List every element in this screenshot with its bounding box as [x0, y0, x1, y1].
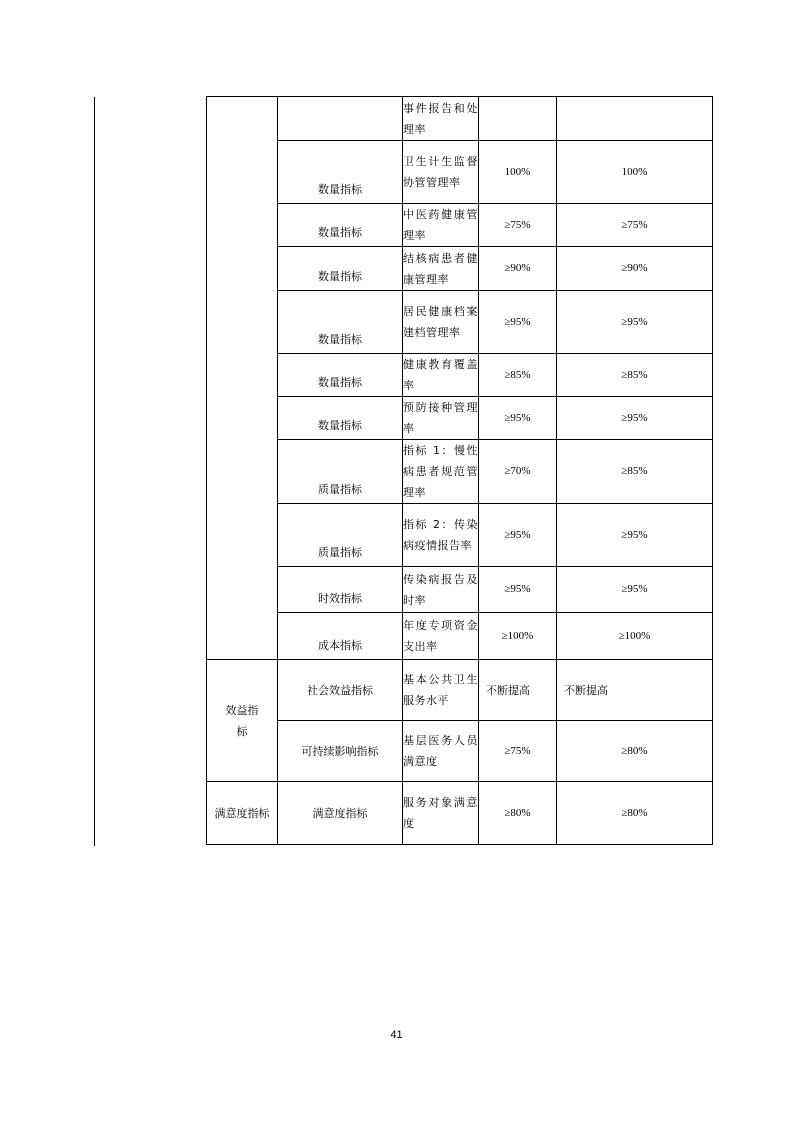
actual-value-cell: ≥95%: [557, 567, 713, 613]
description-cell: 卫生计生监督协管管理率: [403, 141, 479, 204]
indicator-cell: 数量指标: [278, 354, 403, 397]
target-value-cell: ≥75%: [479, 721, 557, 782]
actual-value-cell: [557, 97, 713, 141]
actual-value-cell: ≥100%: [557, 613, 713, 660]
actual-value-cell: ≥95%: [557, 504, 713, 567]
table-row: [95, 97, 713, 141]
category-cell: 满意度指标: [207, 782, 278, 845]
table-bottom-border: [207, 845, 713, 846]
description-cell: 事件报告和处理率: [403, 97, 479, 141]
indicator-cell: 可持续影响指标: [278, 721, 403, 782]
actual-value-cell: ≥85%: [557, 354, 713, 397]
actual-value-cell: ≥80%: [557, 782, 713, 845]
description-cell: 结核病患者健康管理率: [403, 247, 479, 291]
indicator-cell: 数量指标: [278, 291, 403, 354]
description-cell: 居民健康档案建档管理率: [403, 291, 479, 354]
actual-value-cell: 100%: [557, 141, 713, 204]
description-cell: 中医药健康管理率: [403, 204, 479, 247]
indicator-cell: 满意度指标: [278, 782, 403, 845]
performance-indicator-table: [94, 96, 713, 845]
indicator-cell: 数量指标: [278, 247, 403, 291]
indicator-cell: 质量指标: [278, 504, 403, 567]
description-cell: 基本公共卫生服务水平: [403, 660, 479, 721]
description-cell: 基层医务人员满意度: [403, 721, 479, 782]
page-number: 41: [390, 1029, 403, 1041]
indicator-cell: 时效指标: [278, 567, 403, 613]
indicator-cell: 数量指标: [278, 141, 403, 204]
target-value-cell: ≥75%: [479, 204, 557, 247]
indicator-cell: 社会效益指标: [278, 660, 403, 721]
target-value-cell: ≥95%: [479, 567, 557, 613]
indicator-cell: 数量指标: [278, 397, 403, 440]
description-cell: 服务对象满意度: [403, 782, 479, 845]
outer-left-cell: [95, 97, 207, 846]
description-cell: 指标 1：慢性病患者规范管理率: [403, 440, 479, 504]
target-value-cell: ≥85%: [479, 354, 557, 397]
target-value-cell: 100%: [479, 141, 557, 204]
description-cell: 指标 2：传染病疫情报告率: [403, 504, 479, 567]
target-value-cell: ≥100%: [479, 613, 557, 660]
target-value-cell: ≥90%: [479, 247, 557, 291]
category-cell: 效益指标: [207, 660, 278, 782]
description-cell: 传染病报告及时率: [403, 567, 479, 613]
actual-value-cell: ≥95%: [557, 397, 713, 440]
description-cell: 健康教育覆盖率: [403, 354, 479, 397]
indicator-cell: 成本指标: [278, 613, 403, 660]
indicator-cell: 数量指标: [278, 204, 403, 247]
target-value-cell: ≥95%: [479, 291, 557, 354]
target-value-cell: ≥70%: [479, 440, 557, 504]
description-cell: 年度专项资金支出率: [403, 613, 479, 660]
target-value-cell: [479, 97, 557, 141]
output-category-cell: [207, 97, 278, 660]
target-value-cell: ≥95%: [479, 504, 557, 567]
indicator-cell: 质量指标: [278, 440, 403, 504]
target-value-cell: 不断提高: [479, 660, 557, 721]
target-value-cell: ≥95%: [479, 397, 557, 440]
target-value-cell: ≥80%: [479, 782, 557, 845]
actual-value-cell: ≥95%: [557, 291, 713, 354]
actual-value-cell: ≥85%: [557, 440, 713, 504]
actual-value-cell: ≥75%: [557, 204, 713, 247]
actual-value-cell: ≥90%: [557, 247, 713, 291]
actual-value-cell: ≥80%: [557, 721, 713, 782]
description-cell: 预防接种管理率: [403, 397, 479, 440]
indicator-cell: [278, 97, 403, 141]
actual-value-cell: 不断提高: [557, 660, 713, 721]
